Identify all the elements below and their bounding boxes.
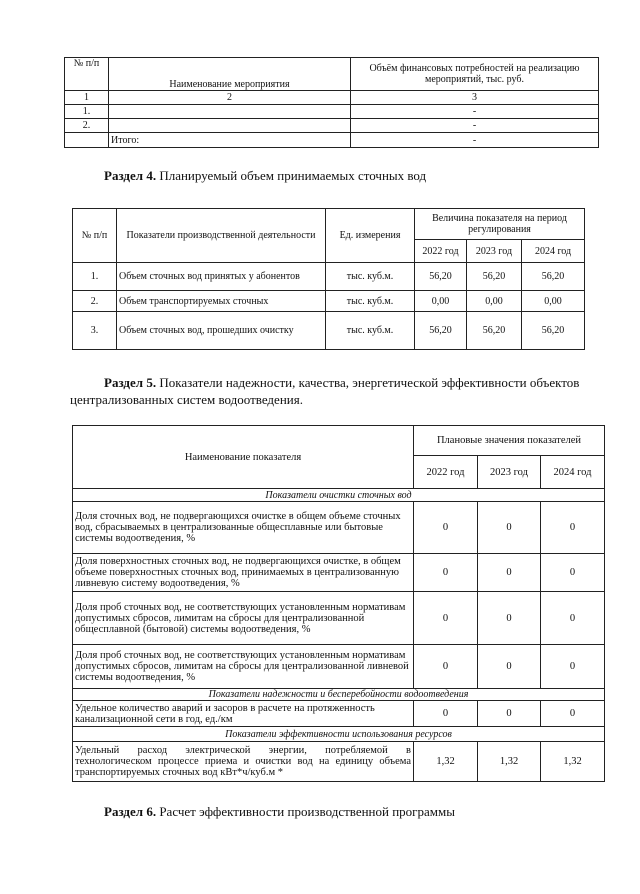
row-value: 0	[414, 502, 478, 554]
header-period: Величина показателя на период регулирования	[415, 209, 585, 240]
row-value: 0	[478, 502, 541, 554]
row-value: -	[351, 133, 599, 148]
group-heading: Показатели надежности и бесперебойности водоотведения	[73, 689, 605, 701]
row-name: Доля проб сточных вод, не соответствующих установленным нормативам допустимых сбросов, лимитам на сбросы для централизованной общесплавной (бытовой) системы водоотведения, %	[73, 592, 414, 645]
table-row	[73, 554, 605, 592]
col-number: 2	[109, 91, 351, 105]
financial-needs-table	[64, 57, 599, 148]
section-title: Расчет эффективности производственной программы	[159, 804, 455, 819]
table-row	[73, 701, 605, 727]
row-value: 1,32	[541, 742, 605, 782]
section-label: Раздел 5.	[104, 375, 157, 390]
header-unit: Ед. измерения	[326, 209, 415, 263]
row-name: Объем транспортируемых сточных	[117, 291, 326, 312]
section4-heading	[104, 168, 426, 184]
row-value: 56,20	[522, 312, 585, 350]
header-name: Наименование мероприятия	[109, 58, 351, 91]
section5-heading	[104, 375, 579, 391]
table-row	[73, 645, 605, 689]
row-value: 0	[478, 701, 541, 727]
row-value: 56,20	[415, 312, 467, 350]
row-value: 0	[541, 502, 605, 554]
section-title: Показатели надежности, качества, энергетической эффективности объектов	[159, 375, 580, 390]
row-num: 3.	[73, 312, 117, 350]
row-num: 1.	[73, 263, 117, 291]
table-row	[73, 263, 585, 291]
header-planned: Плановые значения показателей	[414, 426, 605, 456]
row-value: 0	[541, 554, 605, 592]
table-row	[73, 502, 605, 554]
row-num: 2.	[65, 119, 109, 133]
header-num: № п/п	[65, 58, 109, 91]
section5-heading-line2: централизованных систем водоотведения.	[70, 392, 303, 407]
row-value: 0,00	[415, 291, 467, 312]
section-label: Раздел 4.	[104, 168, 157, 183]
row-name: Доля сточных вод, не подвергающихся очистке в общем объеме сточных вод, сбрасываемых в централизованные общесплавные или бытовые системы водоотведения, %	[73, 502, 414, 554]
row-name: Доля проб сточных вод, не соответствующих установленным нормативам допустимых сбросов, лимитам на сбросы для централизованной ливневой системы водоотведения, %	[73, 645, 414, 689]
section-label: Раздел 6.	[104, 804, 157, 819]
header-year: 2024 год	[541, 456, 605, 489]
row-name	[109, 105, 351, 119]
section-title: Планируемый объем принимаемых сточных вод	[159, 168, 427, 183]
row-unit: тыс. куб.м.	[326, 263, 415, 291]
row-name: Удельное количество аварий и засоров в расчете на протяженность канализационной сети в год, ед./км	[73, 701, 414, 727]
row-value: 1,32	[414, 742, 478, 782]
indicators-table	[72, 425, 605, 782]
header-year: 2024 год	[522, 240, 585, 263]
row-value: 0,00	[467, 291, 522, 312]
table-row	[73, 312, 585, 350]
row-unit: тыс. куб.м.	[326, 312, 415, 350]
group-heading: Показатели очистки сточных вод	[73, 489, 605, 502]
row-value: 0	[414, 592, 478, 645]
header-value: Объём финансовых потребностей на реализацию мероприятий, тыс. руб.	[351, 58, 599, 91]
row-value: 0	[414, 645, 478, 689]
row-name: Объем сточных вод, прошедших очистку	[117, 312, 326, 350]
header-year: 2023 год	[478, 456, 541, 489]
header-name: Показатели производственной деятельности	[117, 209, 326, 263]
header-name: Наименование показателя	[73, 426, 414, 489]
row-value: 0	[414, 701, 478, 727]
row-value: -	[351, 119, 599, 133]
row-value: 0	[478, 645, 541, 689]
row-value: 0	[478, 554, 541, 592]
row-value: 0	[541, 645, 605, 689]
row-value: 1,32	[478, 742, 541, 782]
table-row	[73, 291, 585, 312]
table-row	[73, 742, 605, 782]
row-value: 56,20	[467, 312, 522, 350]
row-name	[109, 119, 351, 133]
section6-heading	[104, 804, 455, 820]
row-num: 1.	[65, 105, 109, 119]
row-num	[65, 133, 109, 148]
row-value: 56,20	[522, 263, 585, 291]
header-year: 2023 год	[467, 240, 522, 263]
row-value: 0	[541, 592, 605, 645]
row-value: 0	[414, 554, 478, 592]
table-row	[65, 119, 599, 133]
row-value: 0	[541, 701, 605, 727]
col-number: 1	[65, 91, 109, 105]
header-year: 2022 год	[414, 456, 478, 489]
row-unit: тыс. куб.м.	[326, 291, 415, 312]
row-num: 2.	[73, 291, 117, 312]
table-row	[65, 105, 599, 119]
row-value: 56,20	[415, 263, 467, 291]
wastewater-volume-table	[72, 208, 585, 350]
header-year: 2022 год	[415, 240, 467, 263]
row-name: Доля поверхностных сточных вод, не подвергающихся очистке, в общем объеме поверхностных сточных вод, принимаемых в централизованную ливневую систему водоотведения, %	[73, 554, 414, 592]
row-value: -	[351, 105, 599, 119]
row-name: Удельный расход электрической энергии, потребляемой в технологическом процессе приема и очистки вод на единицу объема транспортируемых сточных вод кВт*ч/куб.м *	[73, 742, 414, 782]
row-value: 0	[478, 592, 541, 645]
table-row	[73, 592, 605, 645]
group-heading: Показатели эффективности использования ресурсов	[73, 727, 605, 742]
row-name: Итого:	[109, 133, 351, 148]
row-value: 0,00	[522, 291, 585, 312]
row-value: 56,20	[467, 263, 522, 291]
col-number: 3	[351, 91, 599, 105]
row-name: Объем сточных вод принятых у абонентов	[117, 263, 326, 291]
header-num: № п/п	[73, 209, 117, 263]
total-row	[65, 133, 599, 148]
